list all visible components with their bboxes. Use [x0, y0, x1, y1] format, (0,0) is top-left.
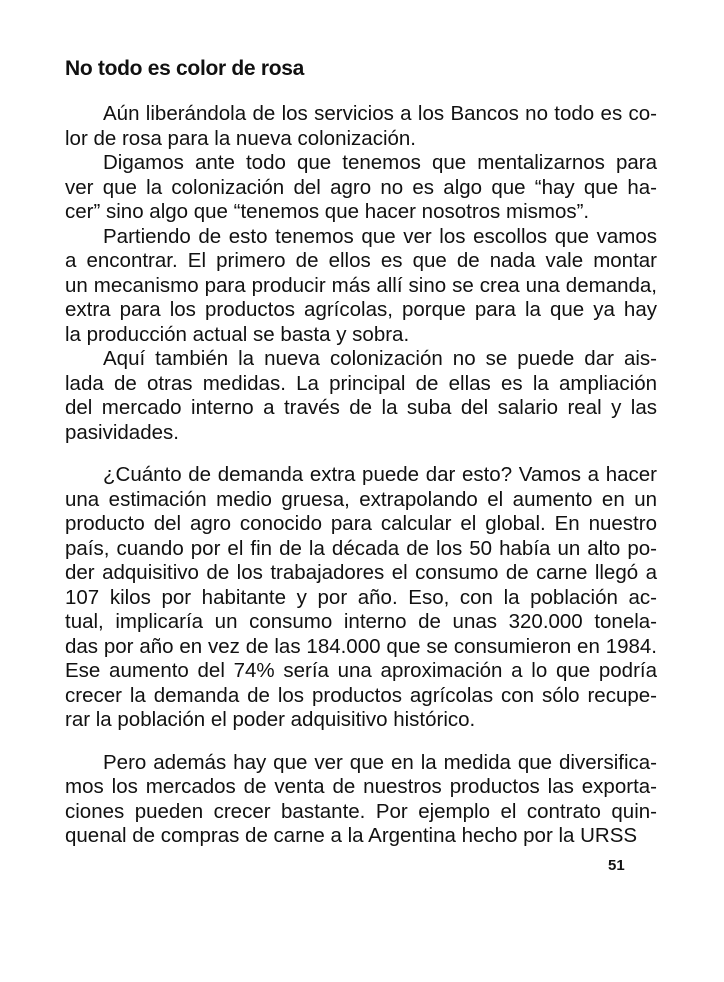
text-line: a encontrar. El primero de ellos es que de nada vale montar: [65, 249, 657, 272]
text-line: pasividades.: [65, 420, 179, 444]
paragraph-gap: [65, 733, 657, 751]
text-line: un mecanismo para producir más allí sino se crea una demanda,: [65, 273, 657, 297]
text-line: Aún liberándola de los servicios a los Bancos no todo es co-: [103, 102, 657, 125]
text-line: país, cuando por el fin de la década de los 50 había un alto po-: [65, 536, 657, 560]
section-2: [65, 463, 657, 733]
text-line: Aquí también la nueva colonización no se puede dar ais-: [103, 347, 657, 370]
section-3: [65, 751, 657, 849]
text-line: crecer la demanda de los productos agrícolas con sólo recupe-: [65, 683, 657, 707]
section-heading: No todo es color de rosa: [65, 57, 305, 80]
text-line: der adquisitivo de los trabajadores el consumo de carne llegó a: [65, 561, 657, 584]
text-line: Ese aumento del 74% sería una aproximación a lo que podría: [65, 659, 657, 682]
text-line: 107 kilos por habitante y por año. Eso, con la población ac-: [65, 585, 657, 609]
text-line: del mercado interno a través de la suba del salario real y las: [65, 396, 657, 419]
text-line: lor de rosa para la nueva colonización.: [65, 126, 416, 150]
text-line: Digamos ante todo que tenemos que mentalizarnos para: [103, 151, 657, 174]
text-line: ¿Cuánto de demanda extra puede dar esto? Vamos a hacer: [103, 463, 657, 486]
text-line: lada de otras medidas. La principal de ellas es la ampliación: [65, 371, 657, 395]
paragraph: [65, 347, 657, 445]
page-body: [65, 56, 657, 849]
text-line: quenal de compras de carne a la Argentina hecho por la URSS: [65, 824, 638, 847]
text-line: ciones pueden crecer bastante. Por ejemplo el contrato quin-: [65, 799, 657, 823]
section-1: [65, 102, 657, 445]
text-line: Partiendo de esto tenemos que ver los escollos que vamos: [103, 224, 657, 248]
text-line: extra para los productos agrícolas, porque para la que ya hay: [65, 298, 657, 321]
text-line: la producción actual se basta y sobra.: [65, 322, 410, 346]
text-line: tual, implicaría un consumo interno de unas 320.000 tonela-: [65, 610, 657, 633]
page-number: 51: [608, 857, 625, 874]
text-line: ver que la colonización del agro no es algo que “hay que ha-: [65, 175, 657, 199]
paragraph: [65, 225, 657, 348]
paragraph: [65, 463, 657, 733]
text-line: mos los mercados de venta de nuestros productos las exporta-: [65, 775, 657, 798]
paragraph: [65, 102, 657, 151]
paragraph: [65, 751, 657, 849]
text-line: producto del agro conocido para calcular el global. En nuestro: [65, 512, 657, 535]
text-line: cer” sino algo que “tenemos que hacer nosotros mismos”.: [65, 200, 590, 223]
paragraph-gap: [65, 445, 657, 463]
paragraph: [65, 151, 657, 225]
text-line: una estimación medio gruesa, extrapolando el aumento en un: [65, 487, 657, 511]
text-line: Pero además hay que ver que en la medida que diversifica-: [103, 750, 657, 774]
text-line: rar la población el poder adquisitivo histórico.: [65, 708, 476, 731]
text-line: das por año en vez de las 184.000 que se consumieron en 1984.: [65, 634, 657, 658]
